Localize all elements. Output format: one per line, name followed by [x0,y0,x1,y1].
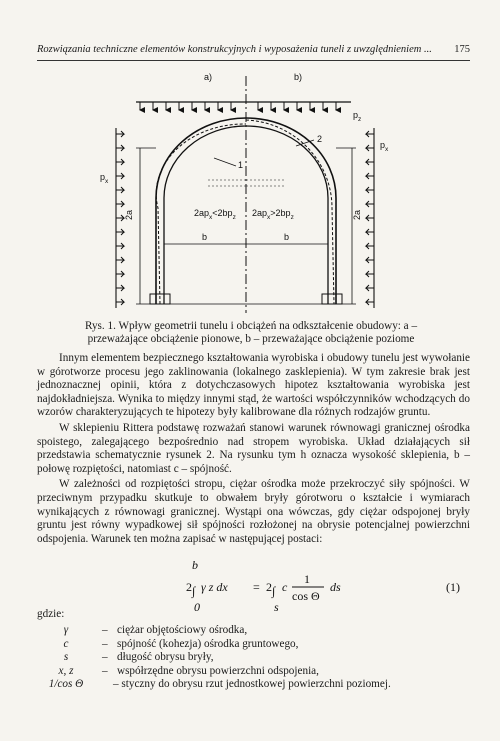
label-px-left: $p_x$ [100,172,109,185]
label-ineq-right: $2ap_x>2bp_z$ [252,208,294,221]
label-1: 1 [238,160,244,170]
definition-dash: – [102,664,108,677]
integral-sign-right: ∫ [272,584,276,598]
fraction-numerator: 1 [304,572,310,586]
label-2: 2 [317,134,323,144]
body-text [37,352,470,546]
fraction-denominator: cos Θ [292,589,320,603]
definition-row [37,665,477,679]
integrand-left: γ z dx [201,580,228,594]
horizontal-load-arrows-left [116,131,124,305]
definitions-list [37,624,477,692]
two-left: 2 [186,580,192,594]
integral-lower-limit-right: s [274,600,279,614]
definition-dash: – [102,624,108,636]
horizontal-load-arrows-right [366,131,374,305]
equation-svg [60,561,470,617]
definition-dash: – [102,651,108,664]
footing-right [322,294,342,304]
integral-lower-limit-left: 0 [194,600,200,614]
definition-row [37,638,477,652]
definition-description: ciężar objętościowy ośrodka, [117,624,248,636]
definition-symbol: γ [63,624,69,636]
page-number: 175 [454,44,470,55]
integral-sign-left: ∫ [192,584,196,598]
two-right: 2 [266,580,272,594]
equation-number: (1) [446,580,460,594]
definition-symbol: 1/cos Θ [48,678,84,691]
where-label: gdzie: [37,608,65,620]
definition-description: spójność (kohezja) ośrodka gruntowego, [117,637,299,650]
label-px-right: $p_x$ [380,140,389,153]
figure-svg [96,68,396,318]
label-ineq-left: $2ap_x<2bp_z$ [194,208,236,221]
paragraph: W zależności od rozpiętości stropu, ciężar ośrodka może przekroczyć siły spójności. W przeciwnym przypadku skutkuje to obwałem bryły górotworu o kształcie i wymiarach wynikających z równowagi granicznej. Wystąpi ona wówczas, gdy ciężar odspojonej bryły gruntu jest równy wypadkowej sił spójności rozłożonej na obrysie potencjalnej powierzchni odspojenia. Warunek ten można zapisać w następującej postaci: [37,478,470,545]
figure-caption: Rys. 1. Wpływ geometrii tunelu i obciążeń na odkształcenie obudowy: a – przeważające obciążenie pionowe, b – przeważające obciążenie poziome [84,320,418,345]
integral-upper-limit: b [192,561,198,572]
label-a: a) [204,72,213,82]
running-title: Rozwiązania techniczne elementów konstrukcyjnych i wyposażenia tuneli z uwzględnieniem ... [37,44,432,55]
equation-1 [60,561,470,617]
vertical-load-arrows [140,102,336,110]
definition-symbol: c [63,637,69,650]
definition-dash: – [102,637,108,650]
label-b-right: b [284,232,290,242]
figure-tunnel-deformation [96,68,396,318]
definition-description: – styczny do obrysu rzut jednostkowej powierzchni poziomej. [113,678,391,691]
definition-row [37,624,477,638]
definition-symbol: x, z [58,664,74,677]
definition-symbol: s [63,651,69,664]
definition-description: długość obrysu bryły, [117,651,214,664]
label-b: b) [294,72,303,82]
paragraph: Innym elementem bezpiecznego kształtowania wyrobiska i obudowy tunelu jest wywołanie w górotworze procesu jego zaklinowania (lokalnego zasklepienia). W tym zakresie brak jest jednoznacznej opinii, która z dotychczasowych hipotez kształtowania wyrobiska jest najdokładniejsza. Wynika to między innymi stąd, że wartości współczynników wchodzących do wzorów charakteryzujących te hipotezy były kalibrowane dla różnych rodzajów gruntu. [37,352,470,419]
definition-description: współrzędne obrysu powierzchni odspojenia, [117,664,319,677]
ds-term: ds [330,580,341,594]
paragraph: W sklepieniu Rittera podstawę rozważań stanowi warunek równowagi granicznej ośrodka spoistego, zalegającego bezpośrednio nad stropem wyrobiska. Układ działających sił przedstawia schematycznie rysunek 2. Na rysunku tym h oznacza wysokość sklepienia, b – połowę rozpiętości, natomiast c – spójność. [37,421,470,475]
label-b-left: b [202,232,208,242]
label-2a-right: 2a [352,209,362,220]
label-pz: $p_z$ [353,110,362,123]
definition-row [37,678,477,692]
cohesion-symbol: c [282,580,288,594]
label-2a-left: 2a [124,209,134,220]
equals-sign: = [253,580,260,594]
running-header [37,44,470,61]
definition-row [37,651,477,665]
